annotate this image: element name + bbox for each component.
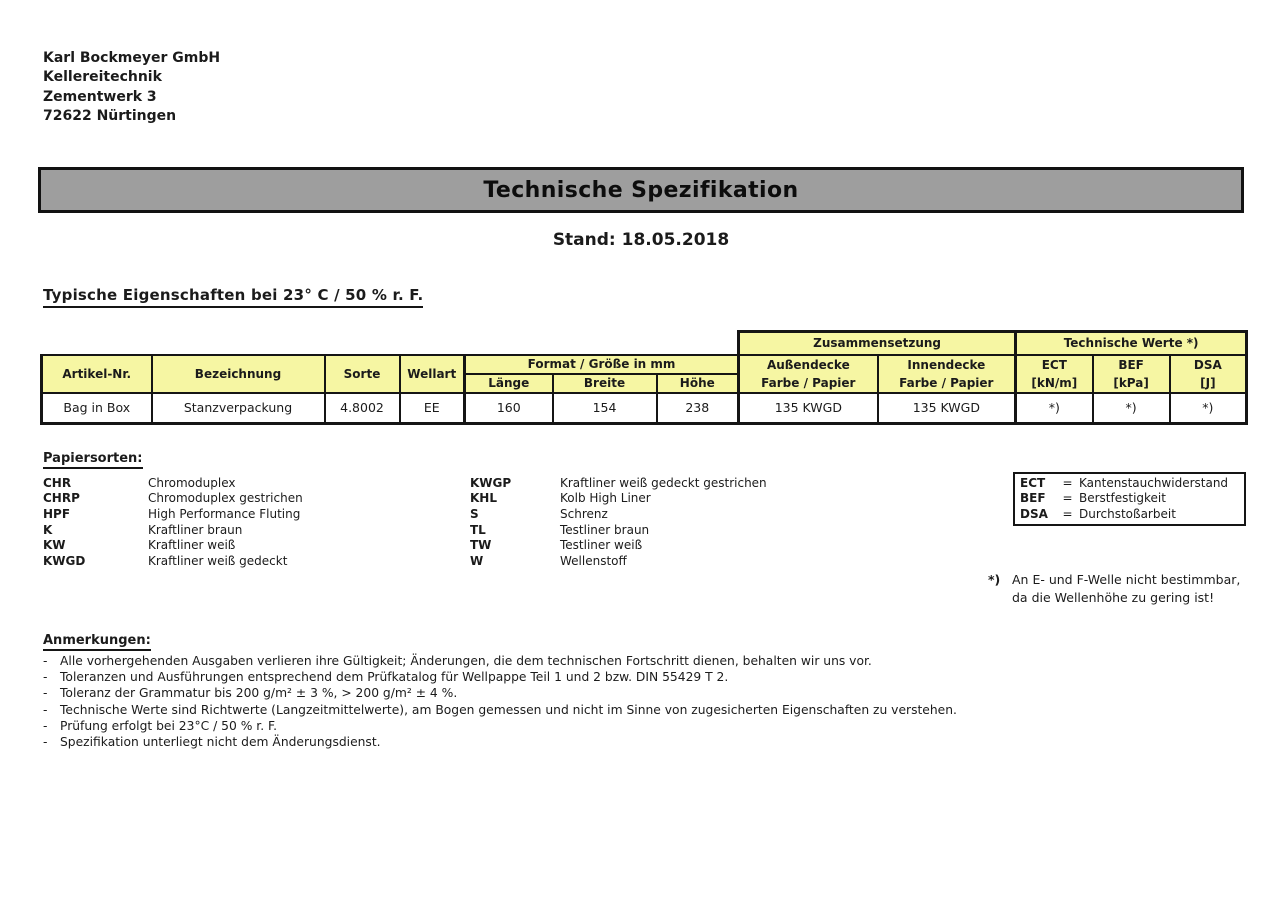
legend-equals: =: [1062, 491, 1073, 506]
footnote-line1: An E- und F-Welle nicht bestimmbar,: [1012, 572, 1241, 587]
paper-name: Kraftliner weiß: [148, 538, 236, 553]
paper-item: [470, 538, 767, 554]
paper-code: TL: [470, 522, 486, 537]
cell-aussendecke: 135 KWGD: [739, 393, 878, 424]
paper-code: KWGP: [470, 475, 512, 490]
papiersorten-list-right: [470, 475, 767, 569]
cell-wellart: EE: [400, 393, 465, 424]
footnote-marker: *): [988, 572, 1001, 587]
col-dsa-line1: DSA: [1193, 357, 1222, 372]
paper-name: Chromoduplex: [148, 475, 236, 490]
footnote-spacer: [988, 589, 1012, 607]
col-ect: [1016, 355, 1093, 393]
anmerkung-text: Spezifikation unterliegt nicht dem Änderungsdienst.: [60, 735, 381, 750]
col-wellart: Wellart: [400, 355, 465, 393]
legend-item: [1020, 507, 1239, 522]
col-innendecke-line2: Farbe / Papier: [899, 375, 994, 390]
paper-item: [470, 475, 767, 491]
cell-artikel-nr: Bag in Box: [42, 393, 152, 424]
cell-dsa: *): [1170, 393, 1247, 424]
paper-code: KWGD: [43, 554, 86, 569]
col-aussendecke-line2: Farbe / Papier: [761, 375, 856, 390]
bullet-dash: -: [43, 735, 48, 750]
paper-name: Kraftliner weiß gedeckt gestrichen: [560, 475, 767, 490]
col-breite: Breite: [553, 374, 657, 393]
anmerkung-item: [43, 734, 1243, 750]
paper-item: [43, 538, 303, 554]
paper-item: [470, 553, 767, 569]
cell-ect: *): [1016, 393, 1093, 424]
col-innendecke-line1: Innendecke: [907, 357, 986, 372]
col-bef: [1093, 355, 1170, 393]
col-hoehe: Höhe: [657, 374, 739, 393]
paper-item: [43, 475, 303, 491]
paper-name: Kolb High Liner: [560, 491, 651, 506]
paper-name: Schrenz: [560, 507, 608, 522]
asterisk-footnote: [988, 571, 1240, 606]
anmerkung-text: Toleranzen und Ausführungen entsprechend dem Prüfkatalog für Wellpappe Teil 1 und 2 bzw. DIN 55429 T 2.: [60, 670, 729, 685]
anmerkung-item: [43, 702, 1243, 718]
col-group-format: Format / Größe in mm: [465, 355, 739, 374]
paper-code: W: [470, 554, 484, 569]
footnote-line2: da die Wellenhöhe zu gering ist!: [1012, 589, 1215, 605]
anmerkung-text: Toleranz der Grammatur bis 200 g/m² ± 3 %, > 200 g/m² ± 4 %.: [60, 686, 458, 701]
bullet-dash: -: [43, 670, 48, 685]
cell-hoehe: 238: [657, 393, 739, 424]
sender-line-1: Karl Bockmeyer GmbH: [43, 50, 221, 66]
anmerkung-text: Alle vorhergehenden Ausgaben verlieren ihre Gültigkeit; Änderungen, die dem technischen Fortschritt dienen, behalten wir uns vor.: [60, 654, 872, 668]
paper-code: CHR: [43, 475, 72, 490]
paper-code: K: [43, 522, 53, 537]
sender-line-4: 72622 Nürtingen: [43, 107, 177, 124]
paper-code: TW: [470, 538, 492, 553]
legend-code: DSA: [1020, 506, 1048, 521]
papiersorten-list-left: [43, 475, 303, 569]
col-innendecke: [878, 355, 1016, 393]
revision-date: Stand: 18.05.2018: [552, 230, 730, 250]
paper-code: CHRP: [43, 491, 80, 506]
legend-code: ECT: [1020, 476, 1046, 490]
col-artikel-nr: Artikel-Nr.: [42, 355, 152, 393]
paper-name: Kraftliner weiß gedeckt: [148, 554, 288, 569]
sender-line-2: Kellereitechnik: [43, 69, 162, 86]
anmerkungen-list: [43, 653, 1243, 750]
col-bezeichnung: Bezeichnung: [152, 355, 325, 393]
paper-item: [470, 506, 767, 522]
col-dsa-line2: [J]: [1200, 375, 1216, 390]
col-group-technische-werte: Technische Werte *): [1016, 332, 1247, 355]
paper-item: [43, 522, 303, 538]
cell-bef: *): [1093, 393, 1170, 424]
anmerkung-text: Prüfung erfolgt bei 23°C / 50 % r. F.: [60, 718, 278, 733]
legend-equals: =: [1062, 476, 1073, 490]
bullet-dash: -: [43, 654, 48, 668]
anmerkung-text: Technische Werte sind Richtwerte (Langzeitmittelwerte), am Bogen gemessen und nicht im Sinne von zugesicherten Eigenschaften zu verstehen.: [60, 702, 957, 717]
table-spacer-cell: [42, 332, 739, 355]
section-heading: Typische Eigenschaften bei 23° C / 50 % r. F.: [43, 286, 423, 308]
anmerkung-item: [43, 653, 1243, 669]
paper-code: KHL: [470, 491, 497, 506]
legend-code: BEF: [1020, 491, 1046, 506]
document-title: Technische Spezifikation: [483, 177, 799, 203]
papiersorten-heading: Papiersorten:: [43, 451, 143, 469]
cell-laenge: 160: [465, 393, 553, 424]
paper-item: [43, 491, 303, 507]
paper-name: Wellenstoff: [560, 554, 627, 569]
paper-code: HPF: [43, 507, 71, 522]
paper-name: Testliner weiß: [560, 538, 643, 553]
paper-name: Chromoduplex gestrichen: [148, 491, 303, 506]
sender-line-3: Zementwerk 3: [43, 88, 157, 105]
document-title-bar: [38, 167, 1244, 213]
bullet-dash: -: [43, 702, 48, 717]
col-ect-line2: [kN/m]: [1031, 375, 1078, 390]
paper-name: Testliner braun: [560, 522, 650, 537]
paper-code: S: [470, 507, 479, 522]
paper-item: [470, 522, 767, 538]
legend-name: Kantenstauchwiderstand: [1079, 476, 1229, 490]
col-aussendecke: [739, 355, 878, 393]
legend-name: Durchstoßarbeit: [1079, 506, 1176, 521]
cell-sorte: 4.8002: [325, 393, 400, 424]
cell-bezeichnung: Stanzverpackung: [152, 393, 325, 424]
paper-name: Kraftliner braun: [148, 522, 243, 537]
cell-innendecke: 135 KWGD: [878, 393, 1016, 424]
legend-equals: =: [1062, 506, 1073, 521]
anmerkung-item: [43, 718, 1243, 734]
col-bef-line2: [kPa]: [1113, 375, 1149, 390]
spec-table: [40, 330, 1248, 425]
paper-item: [43, 506, 303, 522]
col-dsa: [1170, 355, 1247, 393]
col-aussendecke-line1: Außendecke: [766, 357, 850, 372]
legend-item: [1020, 491, 1239, 506]
paper-item: [43, 553, 303, 569]
legend-name: Berstfestigkeit: [1079, 491, 1166, 506]
anmerkungen-heading: Anmerkungen:: [43, 633, 151, 651]
anmerkung-item: [43, 669, 1243, 685]
sender-address: [43, 49, 220, 126]
abbreviation-legend-box: [1013, 472, 1246, 526]
cell-breite: 154: [553, 393, 657, 424]
anmerkung-item: [43, 685, 1243, 701]
paper-name: High Performance Fluting: [148, 507, 301, 522]
bullet-dash: -: [43, 686, 48, 701]
col-laenge: Länge: [465, 374, 553, 393]
table-row: [42, 393, 1247, 424]
paper-item: [470, 491, 767, 507]
col-bef-line1: BEF: [1118, 357, 1144, 372]
col-sorte: Sorte: [325, 355, 400, 393]
paper-code: KW: [43, 538, 66, 553]
col-ect-line1: ECT: [1041, 357, 1067, 372]
bullet-dash: -: [43, 718, 48, 733]
col-group-zusammensetzung: Zusammensetzung: [739, 332, 1016, 355]
legend-item: [1020, 476, 1239, 491]
